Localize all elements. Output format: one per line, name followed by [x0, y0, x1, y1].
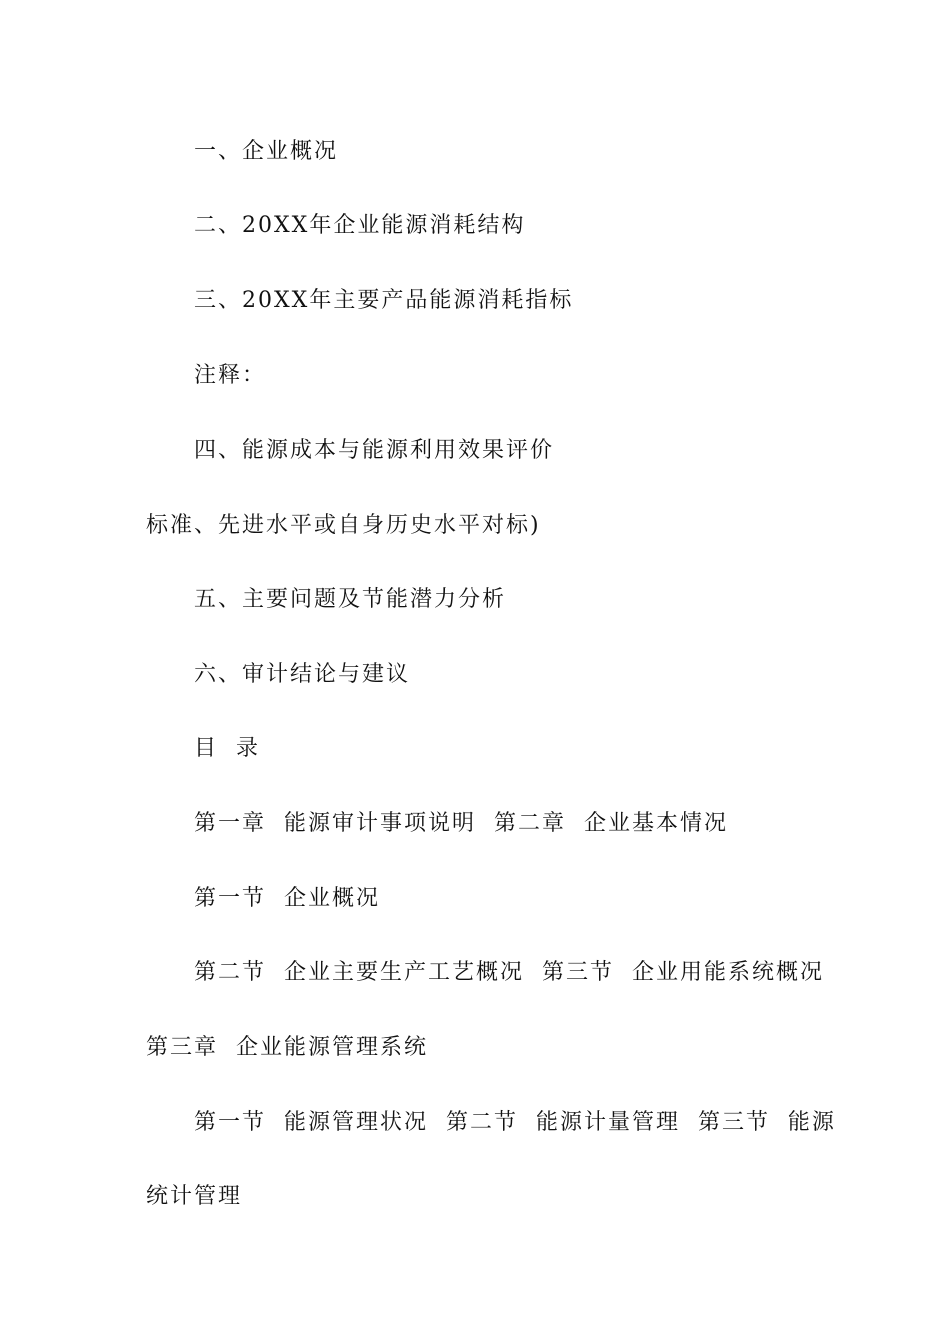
toc-title: 目 录 [194, 736, 260, 761]
section-heading-6: 六、审计结论与建议 [194, 662, 411, 687]
toc-entry: 第一章 能源审计事项说明 第二章 企业基本情况 [194, 811, 728, 836]
section-heading-4: 四、能源成本与能源利用效果评价 [194, 438, 555, 463]
toc-entry: 第三章 企业能源管理系统 [146, 1035, 428, 1060]
toc-entry: 统计管理 [146, 1184, 243, 1209]
note-label: 注释： [194, 363, 267, 388]
toc-entry: 第二节 企业主要生产工艺概况 第三节 企业用能系统概况 [194, 960, 824, 985]
toc-entry: 第一节 企业概况 [194, 886, 380, 911]
section-heading-3: 三、20XX年主要产品能源消耗指标 [194, 288, 574, 313]
toc-entry: 第一节 能源管理状况 第二节 能源计量管理 第三节 能源 [194, 1110, 836, 1135]
section-heading-5: 五、主要问题及节能潜力分析 [194, 587, 507, 612]
body-text-line: 标准、先进水平或自身历史水平对标) [146, 513, 541, 538]
section-heading-1: 一、企业概况 [194, 139, 339, 164]
section-heading-2: 二、20XX年企业能源消耗结构 [194, 213, 526, 238]
